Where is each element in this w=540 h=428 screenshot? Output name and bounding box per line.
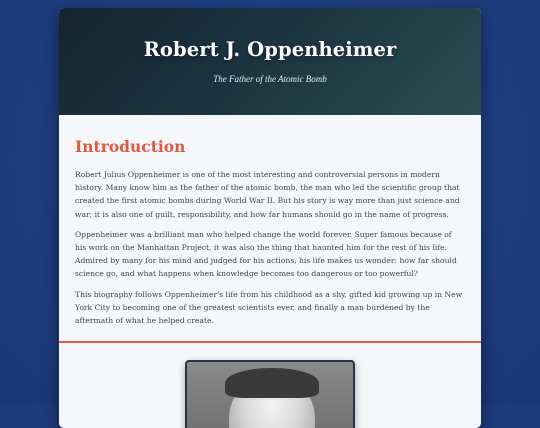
biography-card [59, 8, 481, 428]
page-subtitle: The Father of the Atomic Bomb [213, 74, 327, 84]
paragraph: This biography follows Oppenheimer's life from his childhood as a shy, gifted kid growing up in New York City to becoming one of the greatest scientists ever, and finally a man burdened by the aftermath of what he helped create. [75, 289, 463, 326]
section-heading: Introduction [75, 137, 186, 156]
hero-header [59, 8, 481, 115]
section-divider [59, 341, 481, 343]
portrait-hair [225, 368, 319, 398]
paragraph: Robert Julius Oppenheimer is one of the most interesting and controversial persons in modern history. Many know him as the father of the atomic bomb, the man who led the scientific group that created the first atomic bombs during World War II. But his story is way more than just science and war; it is also one of guilt, responsibility, and how far humans should go in the name of progress. [75, 170, 460, 219]
portrait-photo [185, 360, 355, 428]
paragraph: Oppenheimer was a brilliant man who helped change the world forever. Super famous because of his work on the Manhattan Project, it was also the thing that haunted him for the rest of his life. Admired by many for his mind and judged for his actions, his life makes us wonder: how far should science go, and what happens when knowledge becomes too dangerous or too powerful? [75, 229, 457, 279]
introduction-section [59, 115, 481, 327]
page-title: Robert J. Oppenheimer [143, 38, 397, 61]
